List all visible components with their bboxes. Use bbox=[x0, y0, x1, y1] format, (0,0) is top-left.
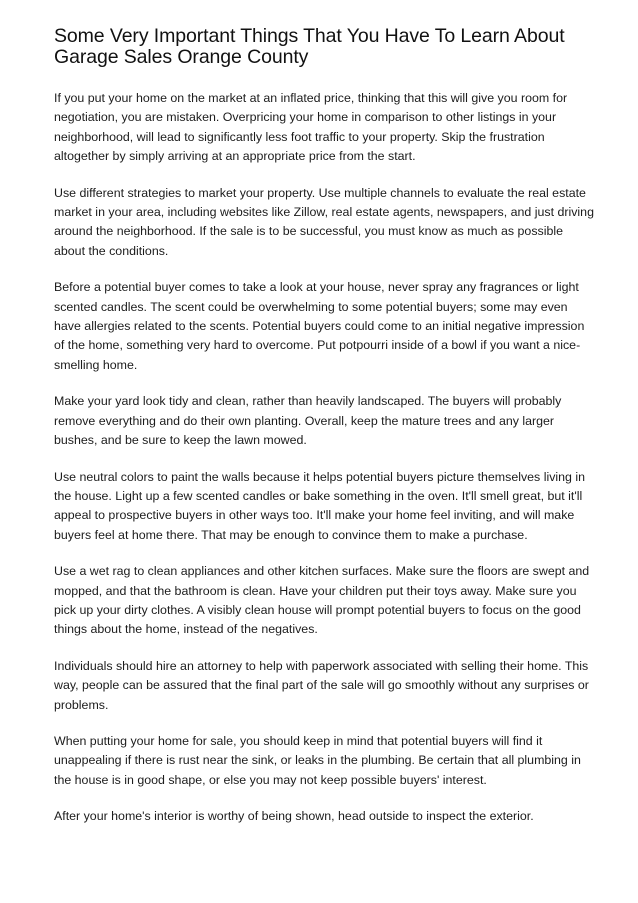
paragraph: Use neutral colors to paint the walls because it helps potential buyers picture themselves living in the house. Light up a few scented candles or bake something in the oven. It'll smell great, but it'll appeal to prospective buyers in other ways too. It'll make your home feel inviting, and will make buyers feel at home there. That may be enough to convince them to make a purchase. bbox=[54, 469, 586, 542]
paragraph: Before a potential buyer comes to take a look at your house, never spray any fragrances or light scented candles. The scent could be overwhelming to some potential buyers; some may even have allergies related to the scents. Potential buyers could come to an initial negative impression of the home, something very hard to overcome. Put potpourri inside of a bowl if you want a nice-smelling home. bbox=[54, 280, 585, 372]
paragraph: After your home's interior is worthy of being shown, head outside to inspect the exterior. bbox=[54, 809, 534, 824]
document-title: Some Very Important Things That You Have To Learn About Garage Sales Orange County bbox=[54, 25, 565, 68]
paragraph: If you put your home on the market at an inflated price, thinking that this will give you room for negotiation, you are mistaken. Overpricing your home in comparison to other listings in your neighborhood, will lead to significantly less foot traffic to your property. Skip the frustration altogether by simply arriving at an appropriate price from the start. bbox=[54, 91, 568, 164]
paragraph: When putting your home for sale, you should keep in mind that potential buyers will find it unappealing if there is rust near the sink, or leaks in the plumbing. Be certain that all plumbing in the house is in good shape, or else you may not keep possible buyers' interest. bbox=[54, 733, 581, 787]
paragraph: Individuals should hire an attorney to help with paperwork associated with selling their home. This way, people can be assured that the final part of the sale will go smoothly without any surprises or problems. bbox=[54, 658, 589, 712]
document-page bbox=[54, 26, 594, 844]
paragraph: Make your yard look tidy and clean, rather than heavily landscaped. The buyers will probably remove everything and do their own planting. Overall, keep the mature trees and any larger bushes, and be sure to keep the lawn mowed. bbox=[54, 394, 562, 448]
paragraph: Use a wet rag to clean appliances and other kitchen surfaces. Make sure the floors are swept and mopped, and that the bathroom is clean. Have your children put their toys away. Make sure you pick up your dirty clothes. A visibly clean house will prompt potential buyers to focus on the good things about the home, instead of the negatives. bbox=[54, 564, 590, 637]
paragraph: Use different strategies to market your property. Use multiple channels to evaluate the real estate market in your area, including websites like Zillow, real estate agents, newspapers, and just driving around the neighborhood. If the sale is to be successful, you must know as much as possible about the conditions. bbox=[54, 185, 594, 258]
